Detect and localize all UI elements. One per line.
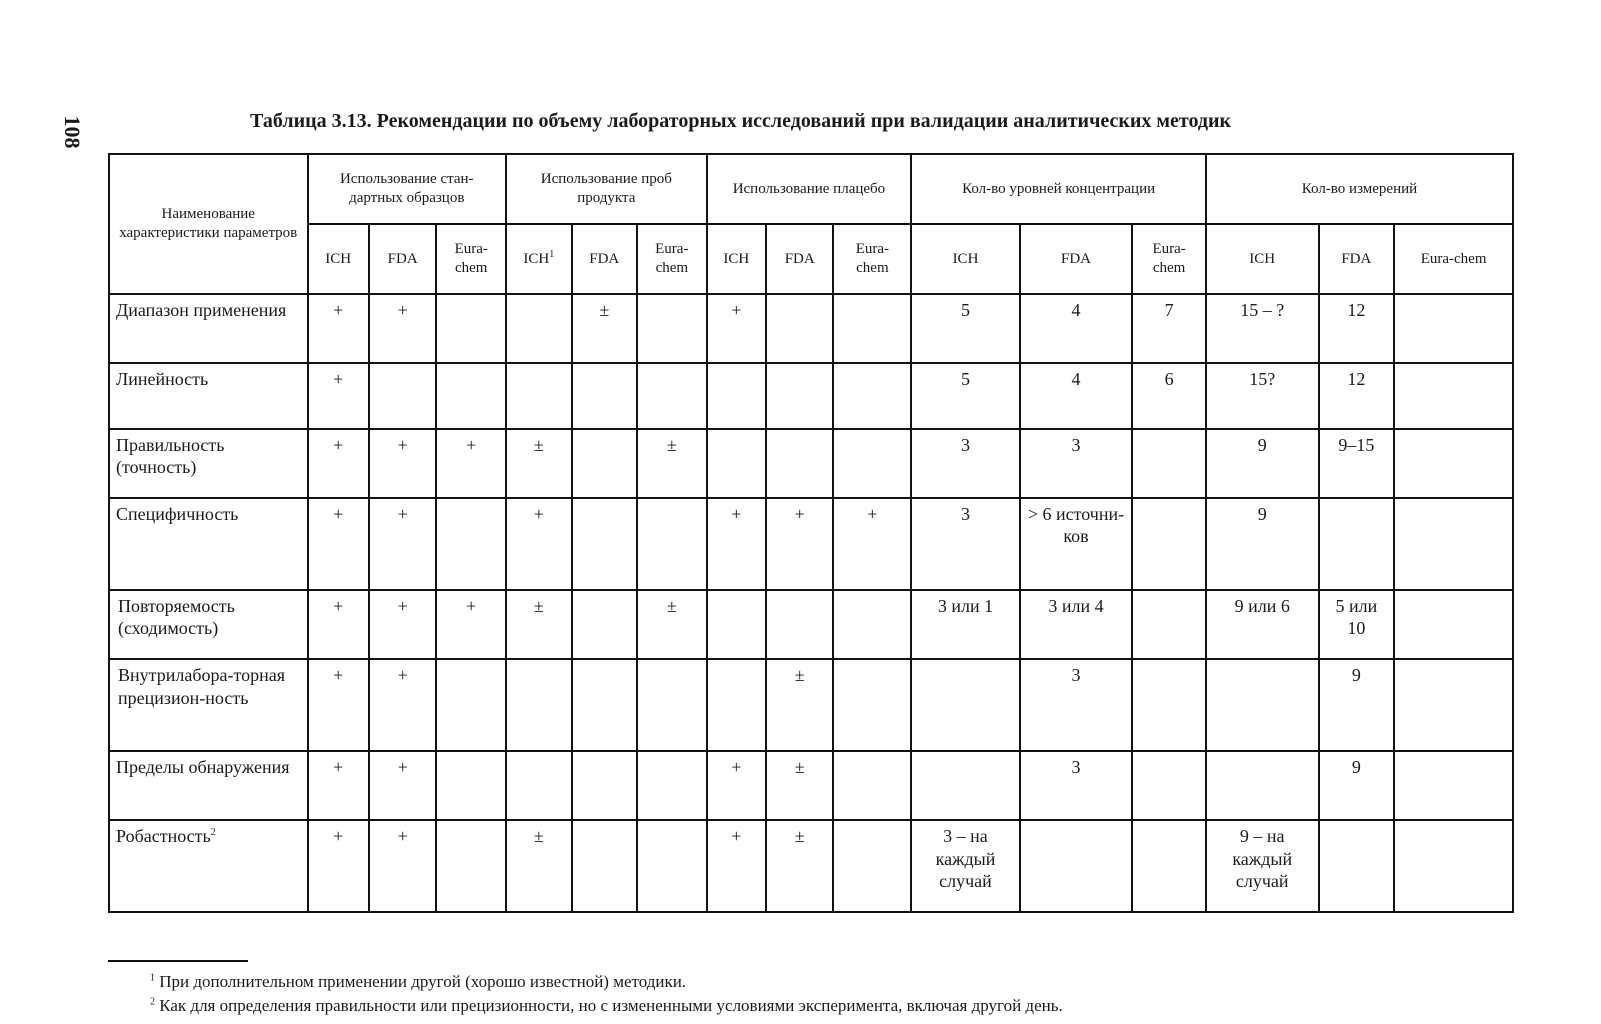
table-cell (506, 294, 571, 363)
sub-header: FDA (1319, 224, 1395, 294)
table-cell: + (308, 820, 369, 912)
table-cell (1394, 363, 1513, 428)
page-number: 108 (60, 115, 85, 149)
table-row (109, 429, 1513, 498)
table-cell (707, 590, 766, 659)
table-cell: + (369, 659, 437, 751)
table-cell (436, 820, 506, 912)
table-cell: ± (766, 659, 834, 751)
sub-header: FDA (572, 224, 637, 294)
table-cell: 3 (1020, 429, 1133, 498)
group-header-standards: Использование стан-дартных образцов (308, 154, 507, 224)
table-cell: ± (506, 820, 571, 912)
table-cell: + (369, 498, 437, 590)
table-cell: + (308, 429, 369, 498)
table-row (109, 820, 1513, 912)
table-cell: + (833, 498, 911, 590)
table-row (109, 294, 1513, 363)
table-cell: 7 (1132, 294, 1206, 363)
table-cell (637, 820, 707, 912)
sub-header: FDA (369, 224, 437, 294)
parameter-name: Диапазон применения (109, 294, 308, 363)
sub-header: ICH$^1$ (506, 224, 571, 294)
table-cell: ± (766, 751, 834, 820)
table-row (109, 498, 1513, 590)
table-cell (369, 363, 437, 428)
table-cell (436, 363, 506, 428)
table-cell (572, 820, 637, 912)
table-cell (833, 590, 911, 659)
table-cell: ± (637, 429, 707, 498)
sub-header: ICH (1206, 224, 1319, 294)
table-cell (506, 751, 571, 820)
table-cell (1394, 590, 1513, 659)
table-cell (833, 429, 911, 498)
table-cell (637, 659, 707, 751)
table-cell: 5 или 10 (1319, 590, 1395, 659)
table-row (109, 659, 1513, 751)
table-cell: + (369, 429, 437, 498)
table-cell: + (436, 429, 506, 498)
table-cell: + (308, 590, 369, 659)
parameter-name: Специфичность (109, 498, 308, 590)
table-cell (1206, 659, 1319, 751)
table-cell (1206, 751, 1319, 820)
table-cell (436, 659, 506, 751)
table-cell (637, 363, 707, 428)
parameter-name: Повторяемость (сходимость) (109, 590, 308, 659)
table-cell (572, 498, 637, 590)
parameter-name: Правильность (точность) (109, 429, 308, 498)
parameter-name: Робастность$^2$ (109, 820, 308, 912)
table-cell: + (369, 820, 437, 912)
table-cell: 4 (1020, 363, 1133, 428)
table-cell: 15 – ? (1206, 294, 1319, 363)
table-cell: 12 (1319, 294, 1395, 363)
table-cell: + (707, 820, 766, 912)
table-cell: > 6 источни-ков (1020, 498, 1133, 590)
table-cell (436, 498, 506, 590)
table-cell: 9 (1319, 659, 1395, 751)
param-col-header: Наименование характеристики параметров (109, 154, 308, 294)
table-cell: ± (637, 590, 707, 659)
sub-header: FDA (1020, 224, 1133, 294)
table-cell: 3 – на каждый случай (911, 820, 1019, 912)
sub-header: ICH (707, 224, 766, 294)
table-cell (911, 659, 1019, 751)
table-cell: 9 или 6 (1206, 590, 1319, 659)
table-cell (766, 294, 834, 363)
table-cell (1394, 659, 1513, 751)
footnote-2: $^2$ Как для определения правильности или прецизионности, но с измененными условиями эксперимента, включая другой день. (150, 996, 1063, 1015)
table-cell: + (308, 363, 369, 428)
table-cell: 3 (1020, 659, 1133, 751)
table-cell (1394, 294, 1513, 363)
table-cell: 9 – на каждый случай (1206, 820, 1319, 912)
table-cell: 6 (1132, 363, 1206, 428)
table-cell (637, 751, 707, 820)
table-cell (1319, 820, 1395, 912)
table-cell (506, 659, 571, 751)
table-cell: 9 (1206, 429, 1319, 498)
table-cell (1132, 820, 1206, 912)
table-row (109, 590, 1513, 659)
table-cell: 9 (1319, 751, 1395, 820)
table-cell: + (707, 751, 766, 820)
sub-header: Eura-chem (833, 224, 911, 294)
table-cell (766, 429, 834, 498)
table-cell: 9 (1206, 498, 1319, 590)
table-cell (833, 820, 911, 912)
sub-header: ICH (911, 224, 1019, 294)
table-cell: ± (506, 429, 571, 498)
table-cell: ± (766, 820, 834, 912)
table-caption: Таблица 3.13. Рекомендации по объему лабораторных исследований при валидации аналитических методик (250, 110, 1232, 132)
table-cell: 3 или 4 (1020, 590, 1133, 659)
group-header-product: Использование проб продукта (506, 154, 707, 224)
table-body (109, 294, 1513, 912)
footnote-ref: 1 (549, 249, 555, 261)
table-cell: 9–15 (1319, 429, 1395, 498)
table-cell: 15? (1206, 363, 1319, 428)
table-cell: 3 или 1 (911, 590, 1019, 659)
table-cell (1132, 429, 1206, 498)
table-cell (572, 363, 637, 428)
table-cell: + (308, 659, 369, 751)
group-header-placebo: Использование плацебо (707, 154, 912, 224)
table-cell: + (707, 498, 766, 590)
table-cell: 12 (1319, 363, 1395, 428)
table-cell: + (506, 498, 571, 590)
table-cell (1394, 820, 1513, 912)
table-cell: ± (572, 294, 637, 363)
table-cell (506, 363, 571, 428)
table-cell: 4 (1020, 294, 1133, 363)
table-cell (572, 751, 637, 820)
table-row (109, 751, 1513, 820)
group-header-levels: Кол-во уровней концентрации (911, 154, 1206, 224)
table-cell: + (369, 751, 437, 820)
table-cell: 5 (911, 363, 1019, 428)
table-cell (1394, 751, 1513, 820)
table-cell (1319, 498, 1395, 590)
table-cell: + (436, 590, 506, 659)
table-cell: + (308, 294, 369, 363)
table-cell (1020, 820, 1133, 912)
table-cell (572, 590, 637, 659)
table-cell (833, 659, 911, 751)
table-cell: + (369, 590, 437, 659)
parameter-name: Линейность (109, 363, 308, 428)
table-cell: 3 (911, 498, 1019, 590)
table-cell (833, 363, 911, 428)
table-cell (572, 429, 637, 498)
table-cell (766, 590, 834, 659)
table-cell: + (308, 498, 369, 590)
table-cell (1394, 498, 1513, 590)
table-cell: 3 (1020, 751, 1133, 820)
sub-header: ICH (308, 224, 369, 294)
table-cell: + (766, 498, 834, 590)
table-cell (911, 751, 1019, 820)
validation-table (108, 153, 1514, 913)
table-cell (436, 294, 506, 363)
table-cell (1394, 429, 1513, 498)
table-cell: + (369, 294, 437, 363)
table-cell (1132, 498, 1206, 590)
table-cell (1132, 751, 1206, 820)
sub-header: Eura-chem (1394, 224, 1513, 294)
sub-header: FDA (766, 224, 834, 294)
table-cell: + (707, 294, 766, 363)
table-cell (637, 498, 707, 590)
sub-header: Eura-chem (436, 224, 506, 294)
table-cell: ± (506, 590, 571, 659)
table-cell: + (308, 751, 369, 820)
table-cell: 3 (911, 429, 1019, 498)
table-cell (833, 751, 911, 820)
table-row (109, 363, 1513, 428)
table-cell (1132, 590, 1206, 659)
table-cell (436, 751, 506, 820)
table-cell (707, 429, 766, 498)
footnote-divider (108, 960, 248, 962)
group-header-measurements: Кол-во измерений (1206, 154, 1513, 224)
parameter-name: Пределы обнаружения (109, 751, 308, 820)
sub-header: Eura-chem (1132, 224, 1206, 294)
parameter-name: Внутрилабора-торная прецизион-ность (109, 659, 308, 751)
table-cell: 5 (911, 294, 1019, 363)
table-cell (572, 659, 637, 751)
table-cell (766, 363, 834, 428)
table-cell (1132, 659, 1206, 751)
table-cell (707, 363, 766, 428)
sub-header: Eura-chem (637, 224, 707, 294)
table-cell (637, 294, 707, 363)
footnote-1: $^1$ При дополнительном применении другой (хорошо известной) методики. (150, 972, 687, 991)
footnote-ref: 2 (210, 827, 216, 839)
table-cell (707, 659, 766, 751)
table-cell (833, 294, 911, 363)
